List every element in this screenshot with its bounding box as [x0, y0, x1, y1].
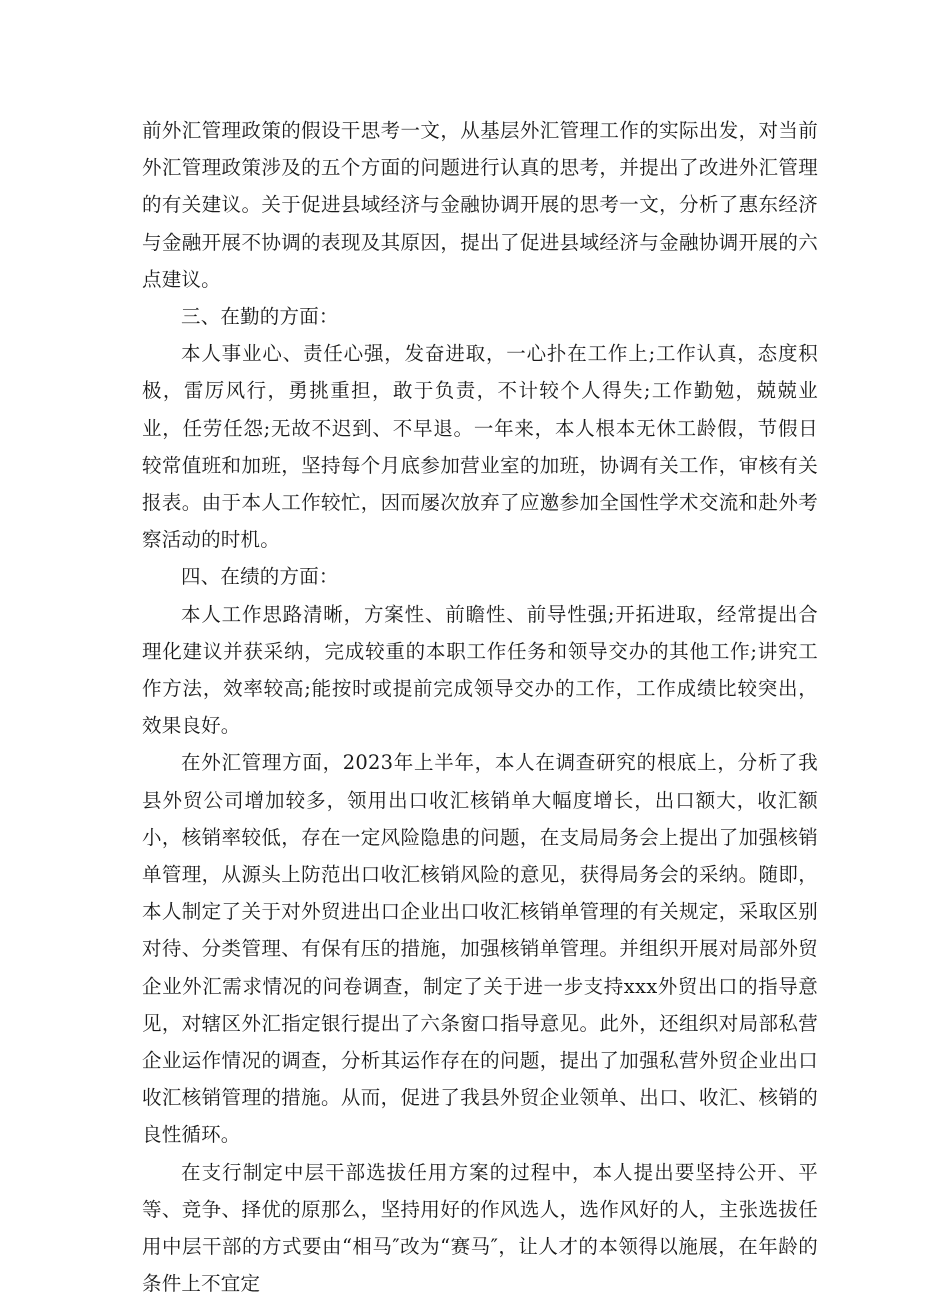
section-heading-diligence: 三、在勤的方面：: [181, 305, 339, 329]
paragraph-forex-management: 在外汇管理方面，2023年上半年，本人在调查研究的根底上，分析了我县外贸公司增加较多，领用出口收汇核销单大幅度增长，出口额大，收汇额小，核销率较低，存在一定风险隐患的问题，在支局局务会上提出了加强核销单管理，从源头上防范出口收汇核销风险的意见，获得局务会的采纳。随即，本人制定了关于对外贸进出口企业出口收汇核销单管理的有关规定，采取区别对待、分类管理、有保有压的措施，加强核销单管理。并组织开展对局部外贸企业外汇需求情况的问卷调查，制定了关于进一步支持xxx外贸出口的指导意见，对辖区外汇指定银行提出了六条窗口指导意见。此外，还组织对局部私营企业运作情况的调查，分析其运作存在的问题，提出了加强私营外贸企业出口收汇核销管理的措施。从而，促进了我县外贸企业领单、出口、收汇、核销的良性循环。: [142, 751, 818, 1147]
paragraph-1: 前外汇管理政策的假设干思考一文，从基层外汇管理工作的实际出发，对当前外汇管理政策涉及的五个方面的问题进行认真的思考，并提出了改进外汇管理的有关建议。关于促进县域经济与金融协调开展的思考一文，分析了惠东经济与金融开展不协调的表现及其原因，提出了促进县域经济与金融协调开展的六点建议。: [142, 119, 818, 291]
paragraph-cadre-selection: 在支行制定中层干部选拔任用方案的过程中，本人提出要坚持公开、平等、竞争、择优的原那么，坚持用好的作风选人，选作风好的人，主张选拔任用中层干部的方式要由“相马″改为“赛马″，让人才的本领得以施展，在年龄的条件上不宜定: [142, 1160, 818, 1296]
document-page: [142, 112, 818, 1303]
paragraph-performance: 本人工作思路清晰，方案性、前瞻性、前导性强;开拓进取，经常提出合理化建议并获采纳，完成较重的本职工作任务和领导交办的其他工作;讲究工作方法，效率较高;能按时或提前完成领导交办的工作，工作成绩比较突出，效果良好。: [142, 602, 818, 738]
paragraph-diligence: 本人事业心、责任心强，发奋进取，一心扑在工作上;工作认真，态度积极，雷厉风行，勇挑重担，敢于负责，不计较个人得失;工作勤勉，兢兢业业，任劳任怨;无故不迟到、不早退。一年来，本人根本无休工龄假，节假日较常值班和加班，坚持每个月底参加营业室的加班，协调有关工作，审核有关报表。由于本人工作较忙，因而屡次放弃了应邀参加全国性学术交流和赴外考察活动的时机。: [142, 342, 818, 552]
section-heading-performance: 四、在绩的方面：: [181, 565, 339, 589]
